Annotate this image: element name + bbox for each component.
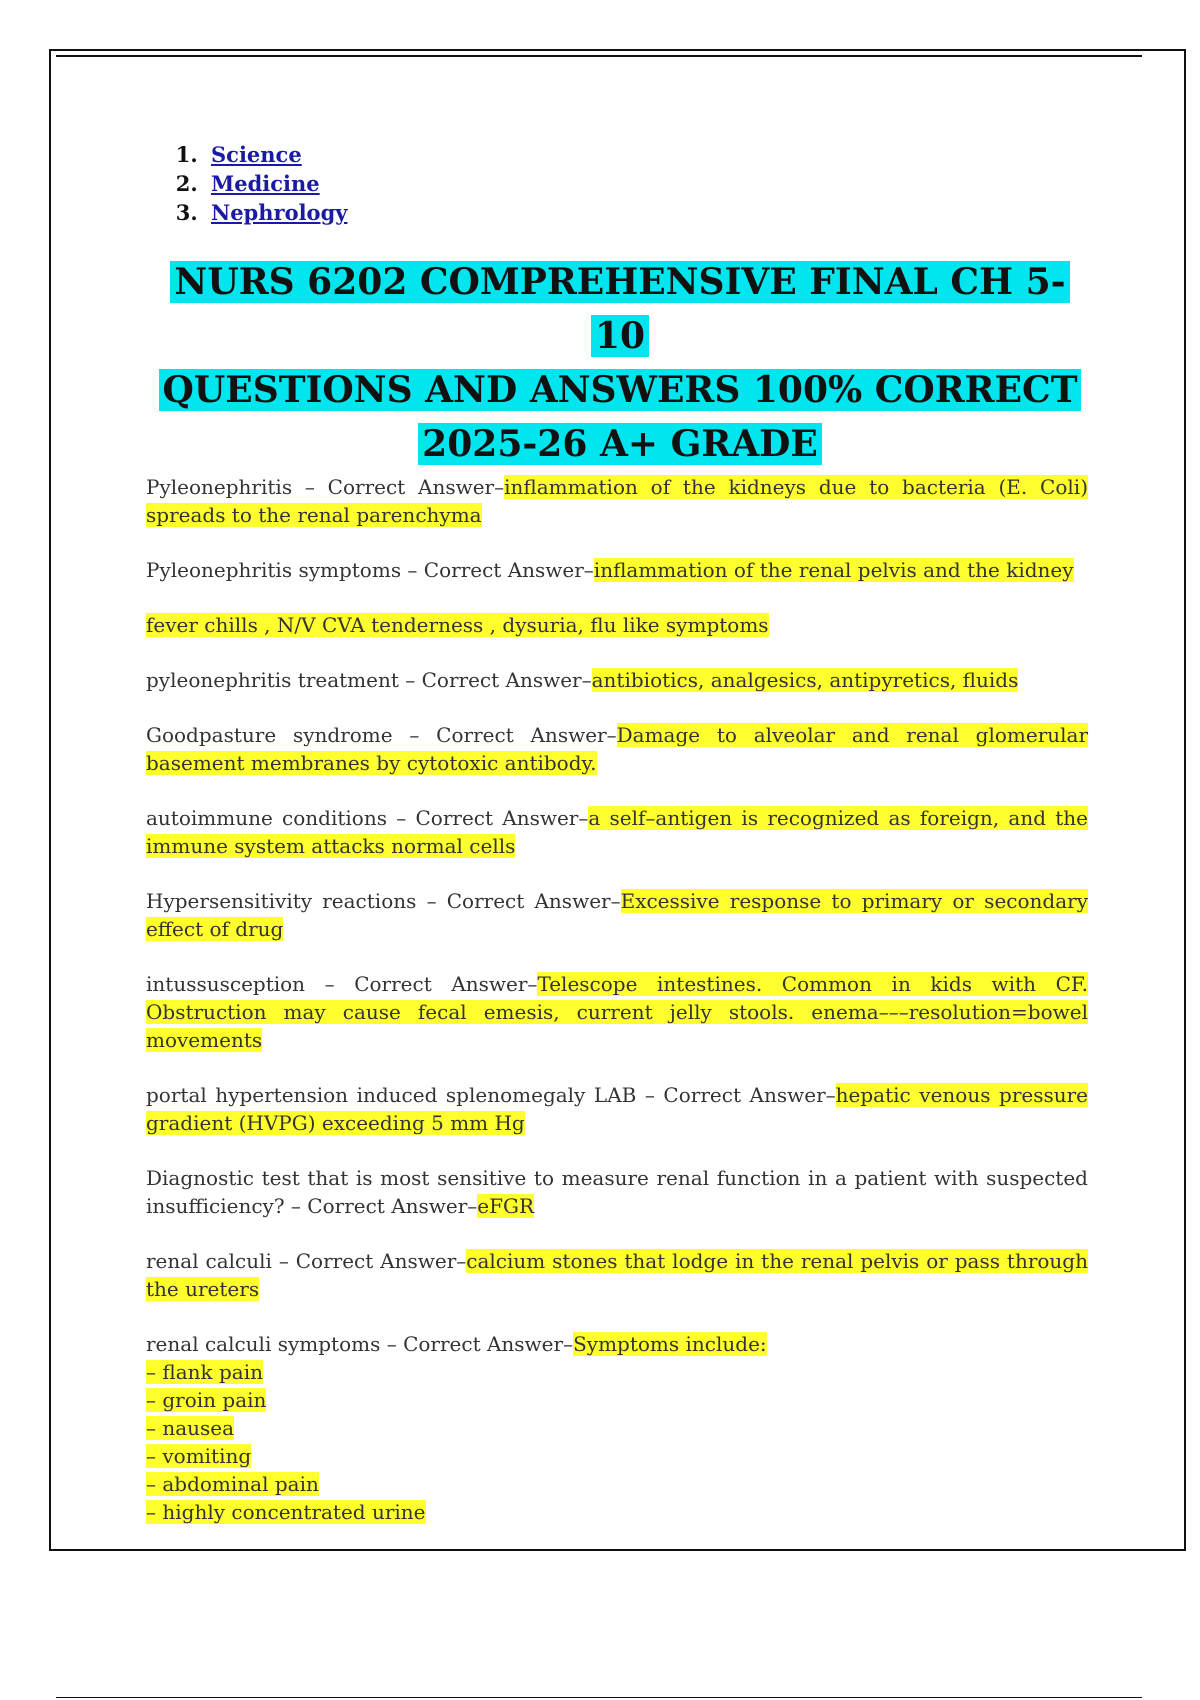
- symptom-text: – flank pain: [146, 1360, 263, 1384]
- symptom-text: – abdominal pain: [146, 1472, 319, 1496]
- qa-term: renal calculi: [146, 1249, 272, 1273]
- qa-term: Pyleonephritis symptoms: [146, 558, 402, 582]
- breadcrumb-item-nephrology: [205, 198, 347, 227]
- document-title: [150, 255, 1090, 471]
- qa-separator: – Correct Answer–: [401, 558, 594, 582]
- symptom-line: [146, 1358, 1088, 1386]
- qa-answer: calcium stones that lodge in the renal pelvis or pass through the ureters: [146, 1249, 1088, 1301]
- breadcrumb-item-medicine: [205, 169, 347, 198]
- symptom-line: [146, 1386, 1088, 1414]
- symptom-line: [146, 1470, 1088, 1498]
- top-rule: [56, 55, 1142, 57]
- qa-answer: Excessive response to primary or secondary effect of drug: [146, 889, 1088, 941]
- symptom-text: – highly concentrated urine: [146, 1500, 426, 1524]
- symptom-line: [146, 1414, 1088, 1442]
- qa-term: Hypersensitivity reactions: [146, 889, 417, 913]
- qa-item-intussusception: [146, 970, 1088, 1054]
- qa-separator: – Correct Answer–: [380, 1332, 574, 1356]
- qa-item-symptom-list: [146, 611, 1088, 639]
- qa-answer: Telescope intestines. Common in kids with CF. Obstruction may cause fecal emesis, current jelly stools. enema–––resolution=bowel movements: [146, 972, 1088, 1052]
- symptom-line: [146, 1442, 1088, 1470]
- qa-separator: – Correct Answer–: [398, 668, 592, 692]
- qa-item-autoimmune: [146, 804, 1088, 860]
- breadcrumb: [160, 140, 347, 227]
- qa-item-diagnostic-test: [146, 1164, 1088, 1220]
- qa-item-pyleonephritis-symptoms: [146, 556, 1088, 584]
- breadcrumb-link-medicine[interactable]: Medicine: [211, 171, 320, 196]
- qa-term: Diagnostic test that is most sensitive to measure renal function in a patient with suspected insufficiency?: [146, 1166, 1088, 1218]
- qa-term: renal calculi symptoms: [146, 1332, 381, 1356]
- qa-separator: – Correct Answer–: [392, 723, 617, 747]
- qa-answer: fever chills , N/V CVA tenderness , dysuria, flu like symptoms: [146, 613, 769, 637]
- qa-item-renal-calculi: [146, 1247, 1088, 1303]
- breadcrumb-link-science[interactable]: Science: [211, 142, 302, 167]
- qa-term: autoimmune conditions: [146, 806, 387, 830]
- symptom-text: – groin pain: [146, 1388, 267, 1412]
- symptom-line: [146, 1498, 1088, 1526]
- qa-answer: Damage to alveolar and renal glomerular basement membranes by cytotoxic antibody.: [146, 723, 1089, 775]
- qa-term: Goodpasture syndrome: [146, 723, 393, 747]
- qa-term: Pyleonephritis: [146, 475, 293, 499]
- qa-item-portal-hypertension: [146, 1081, 1088, 1137]
- symptom-text: – nausea: [146, 1416, 235, 1440]
- breadcrumb-item-science: [205, 140, 347, 169]
- qa-separator: – Correct Answer–: [387, 806, 589, 830]
- qa-answer: hepatic venous pressure gradient (HVPG) exceeding 5 mm Hg: [146, 1083, 1089, 1135]
- title-line-2: QUESTIONS AND ANSWERS 100% CORRECT: [159, 369, 1082, 411]
- qa-separator: – Correct Answer–: [271, 1249, 467, 1273]
- title-line-3: 2025-26 A+ GRADE: [418, 423, 822, 465]
- symptom-text: – vomiting: [146, 1444, 252, 1468]
- qa-answer: antibiotics, analgesics, antipyretics, fluids: [591, 668, 1019, 692]
- qa-separator: – Correct Answer–: [416, 889, 621, 913]
- breadcrumb-link-nephrology[interactable]: Nephrology: [211, 200, 348, 225]
- bottom-rule: [56, 1697, 1142, 1698]
- qa-term: pyleonephritis treatment: [146, 668, 399, 692]
- qa-item-goodpasture: [146, 721, 1088, 777]
- qa-term: portal hypertension induced splenomegaly LAB: [146, 1083, 637, 1107]
- qa-answer: inflammation of the kidneys due to bacteria (E. Coli) spreads to the renal parenchyma: [146, 475, 1088, 527]
- qa-separator: – Correct Answer–: [305, 972, 538, 996]
- qa-list: [146, 473, 1088, 1553]
- qa-separator: – Correct Answer–: [284, 1194, 478, 1218]
- qa-answer: a self–antigen is recognized as foreign, and the immune system attacks normal cells: [146, 806, 1089, 858]
- qa-answer: Symptoms include:: [573, 1332, 767, 1356]
- qa-answer: inflammation of the renal pelvis and the kidney: [593, 558, 1074, 582]
- qa-item-pyleonephritis-treatment: [146, 666, 1088, 694]
- qa-item-pyleonephritis: [146, 473, 1088, 529]
- qa-item-renal-calculi-symptoms: [146, 1330, 1088, 1526]
- qa-item-hypersensitivity: [146, 887, 1088, 943]
- qa-term: intussusception: [146, 972, 306, 996]
- title-line-1: NURS 6202 COMPREHENSIVE FINAL CH 5-10: [170, 261, 1069, 357]
- qa-answer: eFGR: [477, 1194, 535, 1218]
- qa-separator: – Correct Answer–: [292, 475, 505, 499]
- qa-separator: – Correct Answer–: [636, 1083, 836, 1107]
